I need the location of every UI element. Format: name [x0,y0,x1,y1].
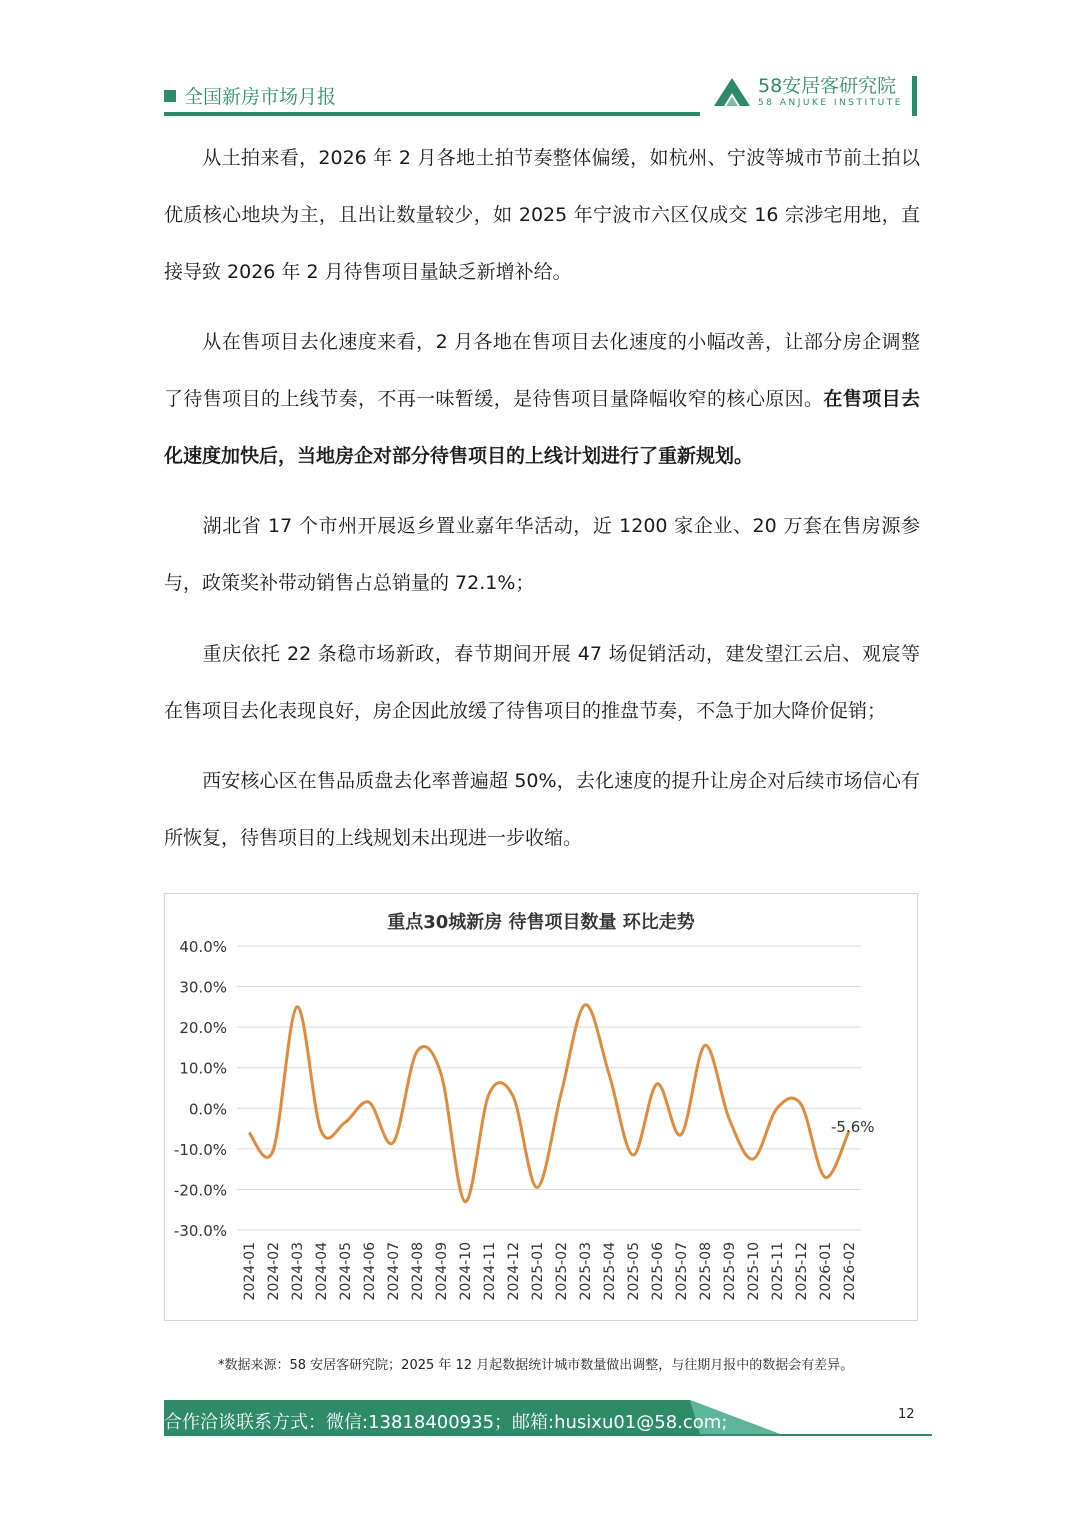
y-tick-label: 30.0% [179,978,227,997]
y-tick-label: -30.0% [173,1222,227,1240]
institute-logo [712,76,903,108]
x-tick-label: 2025-11 [770,1242,786,1301]
x-tick-label: 2025-02 [554,1242,570,1301]
y-tick-label: 20.0% [179,1019,227,1038]
x-tick-label: 2024-08 [410,1242,426,1301]
x-tick-label: 2024-03 [290,1242,306,1301]
x-tick-label: 2024-09 [434,1242,450,1301]
page-number: 12 [898,1407,915,1422]
logo-name: 58安居客研究院 [758,75,897,97]
x-tick-label: 2025-01 [530,1242,546,1301]
x-tick-label: 2025-03 [578,1242,594,1301]
title-square-icon [164,90,176,102]
x-tick-label: 2024-06 [362,1242,378,1301]
footer-contact: 合作洽谈联系方式：微信:13818400935；邮箱:husixu01@58.com; [164,1412,728,1433]
key-conclusion: 在售项目去化速度加快后，当地房企对部分待售项目的上线计划进行了重新规划。 [164,388,920,467]
x-tick-label: 2025-06 [650,1242,666,1301]
source-note: *数据来源：58 安居客研究院；2025 年 12 月起数据统计城市数量做出调整，与往期月报中的数据会有差异。 [218,1358,854,1373]
y-tick-label: -20.0% [173,1181,227,1200]
paragraph-chongqing: 重庆依托 22 条稳市场新政，春节期间开展 47 场促销活动，建发望江云启、观宸等在售项目去化表现良好，房企因此放缓了待售项目的推盘节奏，不急于加大降价促销； [164,643,920,722]
x-tick-label: 2024-04 [314,1242,330,1301]
paragraph-sales-speed: 从在售项目去化速度来看，2 月各地在售项目去化速度的小幅改善，让部分房企调整了待售项目的上线节奏，不再一味暂缓，是待售项目量降幅收窄的核心原因。在售项目去化速度加快后，当地房企对部分待售项目的上线计划进行了重新规划。 [164,331,920,467]
x-tick-label: 2024-12 [506,1242,522,1301]
line-chart [165,894,917,1320]
logo-triangle-icon [712,76,752,108]
series-line [249,1005,849,1202]
x-tick-label: 2025-07 [674,1242,690,1301]
x-tick-label: 2025-05 [626,1242,642,1301]
x-tick-label: 2026-02 [842,1242,858,1301]
x-tick-label: 2025-04 [602,1242,618,1301]
logo-accent-bar [912,76,917,116]
y-tick-label: 40.0% [179,938,227,956]
x-tick-label: 2025-12 [794,1242,810,1301]
x-tick-label: 2024-05 [338,1242,354,1301]
x-tick-label: 2024-10 [458,1242,474,1301]
x-tick-label: 2025-08 [698,1242,714,1301]
y-tick-label: 10.0% [179,1059,227,1078]
paragraph-land-auction: 从土拍来看，2026 年 2 月各地土拍节奏整体偏缓，如杭州、宁波等城市节前土拍以优质核心地块为主，且出让数量较少，如 2025 年宁波市六区仅成交 16 宗涉宅用地，直接导致 2026 年 2 月待售项目量缺乏新增补给。 [164,147,920,283]
x-tick-label: 2025-09 [722,1242,738,1301]
chart-container [164,893,918,1321]
x-tick-label: 2026-01 [818,1242,834,1301]
x-tick-label: 2024-01 [242,1242,258,1301]
y-tick-label: 0.0% [188,1100,227,1119]
x-tick-label: 2024-11 [482,1242,498,1301]
x-tick-label: 2025-10 [746,1242,762,1301]
header-rule [164,112,700,116]
x-tick-label: 2024-07 [386,1242,402,1301]
report-title [164,82,336,109]
report-title-text: 全国新房市场月报 [184,86,337,108]
paragraph-xian: 西安核心区在售品质盘去化率普遍超 50%，去化速度的提升让房企对后续市场信心有所恢复，待售项目的上线规划未出现进一步收缩。 [164,770,920,849]
data-label-last: -5.6% [831,1118,875,1137]
y-tick-label: -10.0% [173,1140,227,1159]
x-tick-label: 2024-02 [266,1242,282,1301]
chart-title: 重点30城新房 待售项目数量 环比走势 [387,912,695,933]
paragraph-hubei: 湖北省 17 个市州开展返乡置业嘉年华活动，近 1200 家企业、20 万套在售房源参与，政策奖补带动销售占总销量的 72.1%； [164,515,920,594]
logo-subtitle: 58 ANJUKE INSTITUTE [758,98,903,108]
